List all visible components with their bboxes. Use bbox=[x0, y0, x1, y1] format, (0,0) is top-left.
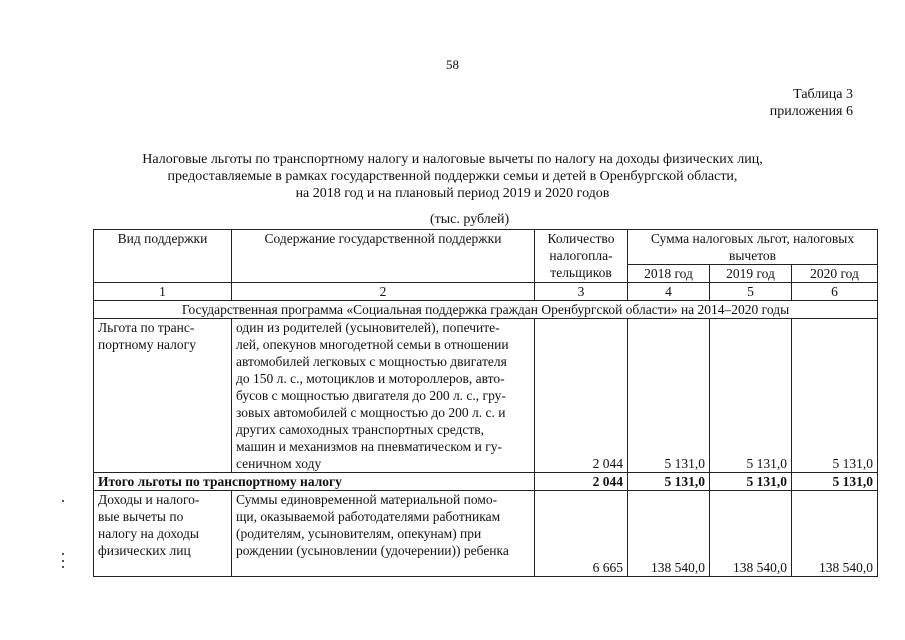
content-line: рождении (усыновлении (удочерении)) ребенка bbox=[236, 543, 509, 558]
title-line: Налоговые льготы по транспортному налогу и налоговые вычеты по налогу на доходы физических лиц, bbox=[142, 152, 763, 167]
sum-2018: 5 131,0 bbox=[628, 319, 710, 473]
header-year-2018: 2018 год bbox=[628, 265, 710, 283]
margin-mark bbox=[62, 566, 64, 568]
content-line: бусов с мощностью двигателя до 200 л. с., гру- bbox=[236, 388, 506, 403]
document-title bbox=[0, 151, 905, 202]
content-line: до 150 л. с., мотоциклов и мотороллеров, авто- bbox=[236, 371, 505, 386]
header-count bbox=[535, 230, 628, 283]
content-line: щи, оказываемой работодателями работникам bbox=[236, 509, 501, 524]
program-row bbox=[94, 301, 878, 319]
content-line: лей, опекунов многодетной семьи в отношении bbox=[236, 337, 509, 352]
title-line: на 2018 год и на плановый период 2019 и 2020 годов bbox=[295, 186, 610, 201]
column-number: 1 bbox=[94, 283, 232, 301]
support-kind bbox=[94, 491, 232, 577]
total-label: Итого льготы по транспортному налогу bbox=[94, 473, 535, 491]
header-count-line: Количество bbox=[547, 231, 615, 246]
content-line: сеничном ходу bbox=[236, 456, 322, 471]
units-label: (тыс. рублей) bbox=[430, 212, 510, 227]
column-number: 2 bbox=[232, 283, 535, 301]
sum-2018: 138 540,0 bbox=[628, 491, 710, 577]
total-2019: 5 131,0 bbox=[710, 473, 792, 491]
column-number: 6 bbox=[792, 283, 878, 301]
column-number: 5 bbox=[710, 283, 792, 301]
taxpayer-count: 6 665 bbox=[535, 491, 628, 577]
column-number: 3 bbox=[535, 283, 628, 301]
page-number: 58 bbox=[446, 57, 459, 72]
kind-line: Льгота по транс- bbox=[98, 320, 195, 335]
sum-2020: 138 540,0 bbox=[792, 491, 878, 577]
content-line: зовых автомобилей с мощностью до 200 л. с. и bbox=[236, 405, 506, 420]
header-count-line: налогопла- bbox=[549, 248, 613, 263]
total-count: 2 044 bbox=[535, 473, 628, 491]
content-line: (родителям, усыновителям, опекунам) при bbox=[236, 526, 482, 541]
content-line: автомобилей легковых с мощностью двигателя bbox=[236, 354, 507, 369]
kind-line: вые вычеты по bbox=[98, 509, 184, 524]
total-2020: 5 131,0 bbox=[792, 473, 878, 491]
header-sum-line: Сумма налоговых льгот, налоговых bbox=[650, 231, 855, 246]
sum-2019: 138 540,0 bbox=[710, 491, 792, 577]
sum-2019: 5 131,0 bbox=[710, 319, 792, 473]
support-content bbox=[232, 491, 535, 577]
header-year-2019: 2019 год bbox=[710, 265, 792, 283]
margin-mark bbox=[62, 553, 64, 555]
support-kind bbox=[94, 319, 232, 473]
tax-benefits-table bbox=[93, 229, 878, 577]
program-title: Государственная программа «Социальная поддержка граждан Оренбургской области» на 2014–2020 годы bbox=[94, 301, 878, 319]
content-line: один из родителей (усыновителей), попечите- bbox=[236, 320, 500, 335]
table-row bbox=[94, 319, 878, 473]
sum-2020: 5 131,0 bbox=[792, 319, 878, 473]
margin-mark bbox=[62, 560, 64, 562]
kind-line: физических лиц bbox=[98, 543, 191, 558]
taxpayer-count: 2 044 bbox=[535, 319, 628, 473]
header-sum bbox=[628, 230, 878, 265]
column-number: 4 bbox=[628, 283, 710, 301]
table-row bbox=[94, 491, 878, 577]
table-reference bbox=[770, 86, 853, 120]
header-content: Содержание государственной поддержки bbox=[232, 230, 535, 283]
content-line: других самоходных транспортных средств, bbox=[236, 422, 485, 437]
header-count-line: тельщиков bbox=[550, 265, 612, 280]
kind-line: портному налогу bbox=[98, 337, 196, 352]
title-line: предоставляемые в рамках государственной поддержки семьи и детей в Оренбургской области, bbox=[167, 169, 738, 184]
total-2018: 5 131,0 bbox=[628, 473, 710, 491]
kind-line: налогу на доходы bbox=[98, 526, 199, 541]
margin-mark bbox=[62, 500, 64, 502]
header-year-2020: 2020 год bbox=[792, 265, 878, 283]
header-sum-line: вычетов bbox=[728, 248, 777, 263]
total-row bbox=[94, 473, 878, 491]
kind-line: Доходы и налого- bbox=[98, 492, 200, 507]
table-ref-line: приложения 6 bbox=[769, 104, 853, 119]
support-content bbox=[232, 319, 535, 473]
header-kind: Вид поддержки bbox=[94, 230, 232, 283]
content-line: машин и механизмов на пневматическом и гу- bbox=[236, 439, 502, 454]
content-line: Суммы единовременной материальной помо- bbox=[236, 492, 498, 507]
column-number-row bbox=[94, 283, 878, 301]
table-ref-line: Таблица 3 bbox=[793, 87, 853, 102]
